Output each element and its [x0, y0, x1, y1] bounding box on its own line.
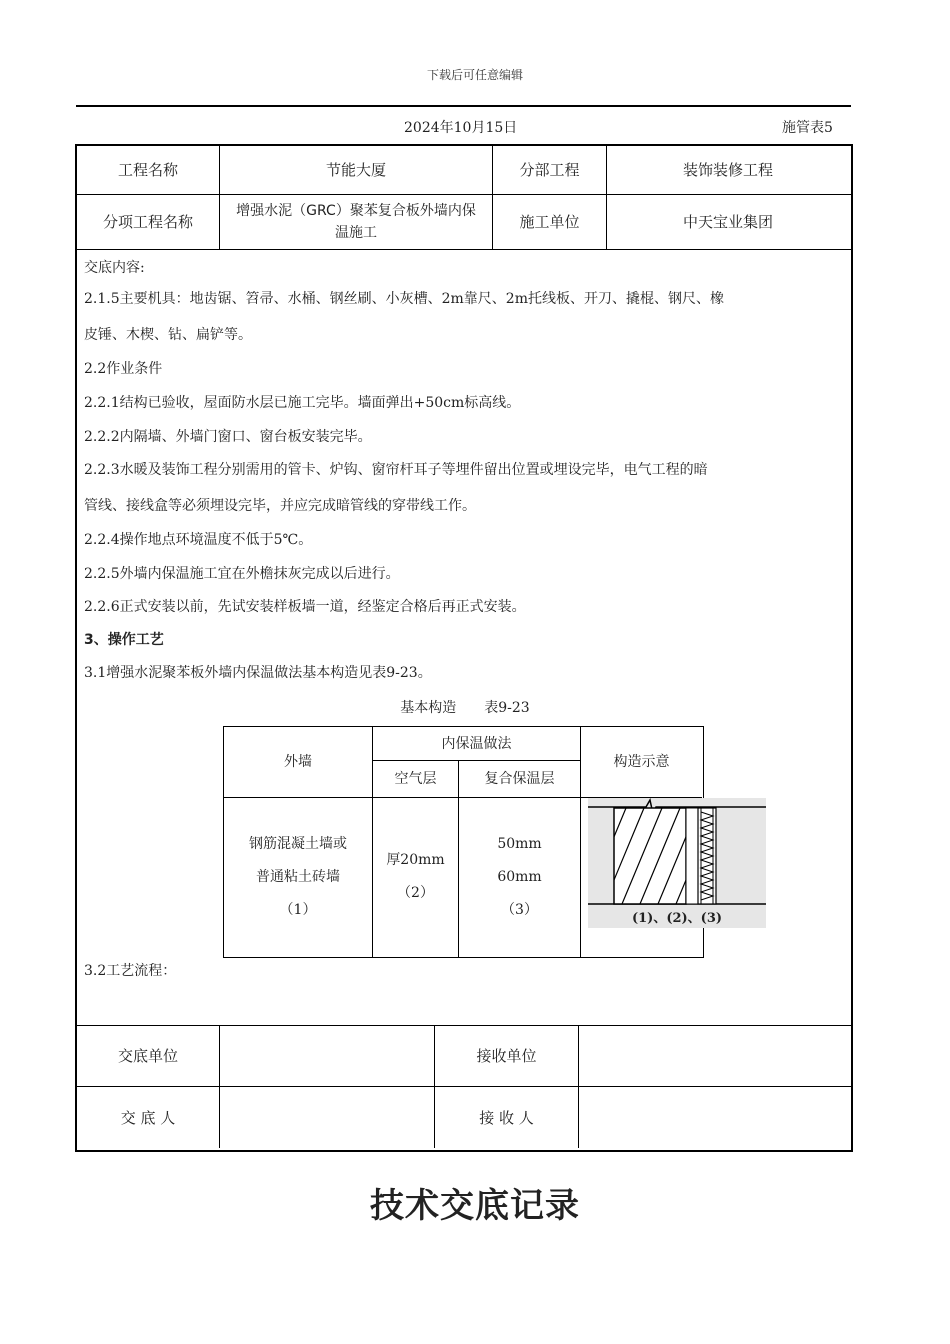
composite-cell	[459, 798, 580, 956]
para-2-2-5: 2.2.5外墙内保温施工宜在外檐抹灰完成以后进行。	[84, 566, 400, 582]
subitem-value: 增强水泥（GRC）聚苯复合板外墙内保温施工	[236, 203, 476, 241]
para-2-2-6: 2.2.6正式安装以前，先试安装样板墙一道，经鉴定合格后再正式安装。	[84, 599, 526, 615]
wall-section-icon	[588, 798, 766, 928]
para-2-1-5-line1: 2.1.5主要机具：地齿锯、笤帚、水桶、钢丝刷、小灰槽、2m靠尺、2m托线板、开刀、撬棍、钢尺、橡	[84, 291, 724, 307]
contractor-value: 中天宝业集团	[682, 213, 773, 231]
division-label: 分部工程	[519, 161, 580, 179]
para-3-1: 3.1增强水泥聚苯板外墙内保温做法基本构造见表9-23。	[84, 665, 432, 681]
header-bottom-divider	[76, 249, 851, 250]
para-3-2: 3.2工艺流程：	[84, 963, 177, 979]
col-outer-wall: 外墙	[284, 754, 312, 770]
composite-index: （3）	[501, 901, 538, 918]
wall-type-line3: （1）	[279, 901, 317, 918]
issuer-unit-value[interactable]	[220, 1026, 434, 1086]
diagram-caption: (1)、(2)、(3)	[631, 911, 723, 926]
col-insulation-method: 内保温做法	[441, 735, 512, 752]
wall-type-line2: 普通粘土砖墙	[256, 868, 340, 885]
division-value: 装饰装修工程	[682, 161, 773, 179]
issuer-value[interactable]	[220, 1087, 434, 1148]
wall-type-line1: 钢筋混凝土墙或	[249, 835, 347, 852]
receiver-label: 接 收 人	[479, 1108, 534, 1127]
col-air-layer: 空气层	[394, 771, 437, 787]
contractor-label: 施工单位	[519, 213, 580, 231]
col-composite-layer: 复合保温层	[484, 771, 555, 787]
top-rule	[76, 105, 851, 107]
construction-diagram	[588, 798, 766, 928]
wall-cell	[224, 798, 372, 956]
form-number: 施管表5	[782, 120, 833, 136]
air-thickness: 厚20mm	[386, 852, 445, 868]
project-name-label: 工程名称	[117, 161, 178, 179]
table-caption: 基本构造 表9-23	[400, 700, 530, 716]
issuer-unit-label: 交底单位	[117, 1047, 178, 1065]
composite-thickness-1: 50mm	[497, 835, 542, 852]
issuer-label: 交 底 人	[120, 1108, 176, 1127]
para-2-2-4: 2.2.4操作地点环境温度不低于5℃。	[84, 532, 313, 548]
para-2-2-2: 2.2.2内隔墙、外墙门窗口、窗台板安装完毕。	[84, 429, 372, 445]
air-index: （2）	[397, 885, 434, 901]
receiver-value[interactable]	[579, 1087, 849, 1148]
air-cell	[373, 798, 458, 956]
para-2-1-5-line2: 皮锤、木楔、钻、扁铲等。	[84, 327, 252, 343]
para-2-2-3-line2: 管线、接线盒等必须埋设完毕，并应完成暗管线的穿带线工作。	[84, 498, 476, 514]
download-notice: 下载后可任意编辑	[426, 68, 523, 82]
para-2-2: 2.2作业条件	[84, 361, 163, 377]
section-3-heading: 3、操作工艺	[84, 632, 164, 648]
composite-thickness-2: 60mm	[497, 868, 542, 885]
subitem-label: 分项工程名称	[102, 213, 193, 231]
record-date: 2024年10月15日	[404, 120, 518, 136]
receiver-unit-value[interactable]	[579, 1026, 849, 1086]
project-name-value: 节能大厦	[325, 161, 386, 179]
para-2-2-1: 2.2.1结构已验收，屋面防水层已施工完毕。墙面弹出+50cm标高线。	[84, 395, 521, 411]
receiver-unit-label: 接收单位	[476, 1047, 537, 1065]
document-title: 技术交底记录	[370, 1186, 580, 1226]
para-2-2-3-line1: 2.2.3水暖及装饰工程分别需用的管卡、炉钩、窗帘杆耳子等埋件留出位置或埋设完毕，电气工程的暗	[84, 462, 708, 478]
col-diagram: 构造示意	[613, 754, 670, 770]
content-heading: 交底内容:	[84, 260, 145, 276]
